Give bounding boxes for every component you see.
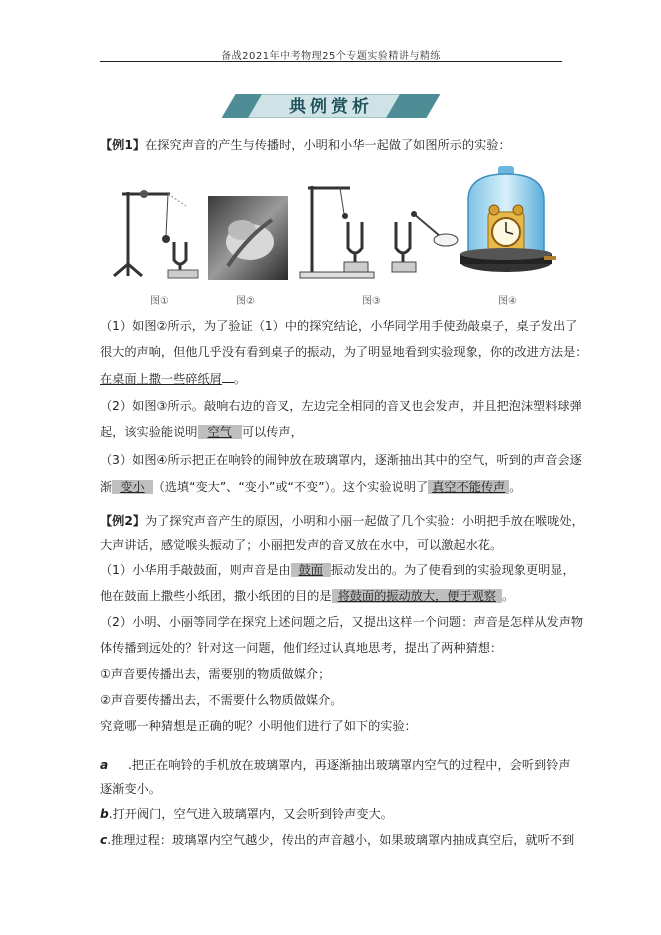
ex1-q1-line3 [100,370,246,387]
ex2-step-a-line2: 逐渐变小。 [100,782,161,796]
step-a-text: .把正在响铃的手机放在玻璃罩内，再逐渐抽出玻璃罩内空气的过程中，会听到铃声 [128,758,571,772]
banner-title: 典例赏析 [289,97,373,117]
ex1-q3-answer1: 变小 [112,480,152,494]
ex1-q3-answer2: 真空不能传声 [428,480,509,494]
ex2-q1-line1 [100,562,575,578]
figure-3 [298,178,460,284]
ex2-q2-line1: （2）小明、小丽等同学在探究上述问题之后，又提出这样一个问题：声音是怎样从发声物 [100,615,584,629]
ex2-step-c [100,832,574,848]
step-b-label: b [100,807,109,821]
ex1-intro: 在探究声音的产生与传播时，小明和小华一起做了如图所示的实验： [145,138,511,152]
step-c-text: .推理过程：玻璃罩内空气越少，传出的声音越小，如果玻璃罩内抽成真空后，就听不到 [107,833,575,847]
ex1-q2-post: 可以传声， [241,425,303,439]
figure-2-caption: 图② [236,296,255,307]
ex1-q3-pre: 渐 [100,480,113,494]
section-banner [222,94,440,118]
figure-1 [108,172,208,284]
ex2-step-a-line1 [100,757,571,773]
ex1-q1-answer: 在桌面上撒一些碎纸屑 [100,372,222,386]
ex2-q1-answer1: 鼓面 [291,563,331,577]
ex1-q3-line2 [100,479,521,495]
ex2-q1-pre: （1）小华用手敲鼓面，则声音是由 [100,563,291,577]
ex2-intro-line [100,513,584,529]
ex1-q3-end: 。 [509,480,522,494]
ex1-q2-pre: 起，该实验能说明 [100,425,198,439]
step-b-text: .打开阀门，空气进入玻璃罩内，又会听到铃声变大。 [108,807,393,821]
ex1-q2-line1: （2）如图③所示。敲响右边的音叉，左边完全相同的音叉也会发声，并且把泡沫塑料球弹 [100,399,582,413]
ex2-q1-post: 振动发出的。为了使看到的实验现象更明显， [330,563,575,577]
ex2-guess2: ②声音要传播出去，不需要什么物质做媒介。 [100,693,343,707]
ex2-q2-line3: 究竟哪一种猜想是正确的呢？小明他们进行了如下的实验： [100,719,417,733]
figure-3-caption: 图③ [362,296,381,307]
figure-4 [458,166,558,286]
ex1-q3-line1: （3）如图④所示把正在响铃的闹钟放在玻璃罩内，逐渐抽出其中的空气，听到的声音会逐 [100,453,582,467]
ex2-label: 【例2】 [100,514,146,528]
header-rule [100,61,562,62]
ex1-label: 【例1】 [100,138,146,152]
ex2-q1-pre2: 他在鼓面上撒些小纸团，撒小纸团的目的是 [100,589,332,603]
ex1-q3-mid: （选填“变大”、“变小”或“不变”）。这个实验说明了 [152,480,429,494]
ex2-intro: 为了探究声音产生的原因，小明和小丽一起做了几个实验：小明把手放在喉咙处， [145,514,584,528]
ex2-q1-end: 。 [502,589,515,603]
figure-2 [208,196,288,284]
ex1-q2-answer: 空气 [198,425,242,439]
step-c-label: c [100,833,108,847]
ex1-intro-line [100,137,511,153]
ex2-intro-line2: 大声讲话，感觉喉头振动了；小丽把发声的音叉放在水中，可以激起水花。 [100,538,503,552]
ex2-q1-answer2: 将鼓面的振动放大，便于观察 [332,589,502,603]
ex2-step-b [100,806,393,822]
step-a-label: a [100,758,109,772]
ex1-q1-end: 。 [233,372,247,386]
figure-4-caption: 图④ [498,296,517,307]
ex2-q2-line2: 体传播到远处的？针对这一问题，他们经过认真地思考，提出了两种猜想： [100,641,503,655]
ex1-q1-line2: 很大的声响，但他几乎没有看到桌子的振动，为了明显地看到实验现象，你的改进方法是： [100,345,588,359]
ex1-q2-line2 [100,424,303,440]
page-header: 备战2021年中考物理25个专题实验精讲与精练 [221,51,441,62]
ex2-guess1: ①声音要传播出去，需要别的物质做媒介； [100,667,331,681]
figure-1-caption: 图① [150,296,169,307]
ex2-q1-line2 [100,588,514,604]
ex1-q1-line1: （1）如图②所示，为了验证（1）中的探究结论，小华同学用手使劲敲桌子，桌子发出了 [100,319,578,333]
